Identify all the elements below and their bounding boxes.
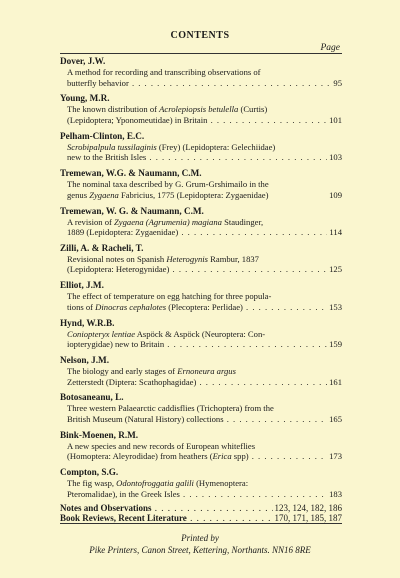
contents-entry xyxy=(60,467,342,499)
entry-author: Zilli, A. & Racheli, T. xyxy=(60,242,144,253)
entry-title-line xyxy=(60,115,342,126)
printed-by-label: Printed by xyxy=(181,533,219,543)
entry-title-line xyxy=(60,291,342,302)
bottom-rule xyxy=(60,523,342,524)
entry-page-number: 153 xyxy=(329,301,342,312)
entry-page-number: 173 xyxy=(329,451,342,462)
contents-list xyxy=(60,56,342,524)
entry-title-line xyxy=(60,142,342,153)
entry-title-text: Zetterstedt (Diptera: Scathophagidae) . . . xyxy=(67,377,342,387)
entry-author: Tremewan, W. G. & Naumann, C.M. xyxy=(60,205,204,216)
entry-author: Botosaneanu, L. xyxy=(60,392,124,403)
entry-title-line xyxy=(60,67,342,78)
contents-entry xyxy=(60,355,342,387)
contents-entry xyxy=(60,93,342,125)
page-title: CONTENTS xyxy=(170,30,230,41)
entry-title-line xyxy=(60,339,342,350)
entry-author: Young, M.R. xyxy=(60,93,110,104)
misc-sections xyxy=(60,503,342,525)
misc-section-label: Book Reviews, Recent Literature . . . xyxy=(60,513,342,523)
entry-title-text: Three western Palaearctic caddisflies (Trichoptera) from the xyxy=(67,403,274,414)
entry-title-line xyxy=(60,451,342,462)
contents-entry xyxy=(60,56,342,88)
entry-page-number: 95 xyxy=(333,77,342,88)
page-column-heading: Page xyxy=(320,43,340,53)
entry-title-line xyxy=(60,152,342,163)
contents-entry xyxy=(60,168,342,200)
contents-entry xyxy=(60,243,342,275)
entry-title-line xyxy=(60,366,342,377)
entry-title-line xyxy=(60,104,342,115)
entry-author: Hynd, W.R.B. xyxy=(60,317,115,328)
entry-title-text: A method for recording and transcribing observations of xyxy=(67,67,261,77)
printer-address: Pike Printers, Canon Street, Kettering, Northants. NN16 8RE xyxy=(89,545,311,555)
top-rule xyxy=(60,53,342,54)
entry-page-number: 161 xyxy=(329,376,342,387)
misc-section-row xyxy=(60,503,342,514)
entry-author: Dover, J.W. xyxy=(60,56,106,66)
entry-title-text: A new species and new records of European whiteflies xyxy=(67,440,256,451)
entry-title-text: Coniopteryx lentiae Aspöck & Aspöck (Neuroptera: Con- xyxy=(67,328,266,339)
entry-title-line xyxy=(60,179,342,190)
entry-title-text: Revisional notes on Spanish Heterogynis Rambur, 1837 xyxy=(67,253,259,264)
entry-title-text: new to the British Isles . . . xyxy=(67,152,342,162)
printer-credit xyxy=(0,532,400,556)
entry-title-text: 1889 (Lepidoptera: Zygaenidae) . . . xyxy=(67,227,342,237)
entry-author: Bink-Moenen, R.M. xyxy=(60,429,139,440)
entry-title-line xyxy=(60,377,342,388)
contents-entry xyxy=(60,318,342,350)
entry-page-number: 114 xyxy=(329,227,342,238)
entry-page-number: 183 xyxy=(329,488,342,499)
entry-title-text: The nominal taxa described by G. Grum-Grshimailo in the xyxy=(67,179,269,190)
entry-title-line xyxy=(60,302,342,313)
entry-page-number: 125 xyxy=(329,264,342,275)
entry-title-text: British Museum (Natural History) collections . . . xyxy=(67,414,342,424)
entry-title-text: Scrobipalpula tussilaginis (Frey) (Lepidoptera: Gelechiidae) xyxy=(67,141,276,152)
entry-title-line xyxy=(60,478,342,489)
entry-title-line xyxy=(60,489,342,500)
entry-title-text: The known distribution of Acrolepiopsis betulella (Curtis) xyxy=(67,104,268,115)
entry-title-text: tions of Dinocras cephalotes (Plecoptera: Perlidae) . . . xyxy=(67,302,342,312)
entry-title-text: genus Zygaena Fabricius, 1775 (Lepidoptera: Zygaenidae) xyxy=(67,189,269,200)
entry-title-text: iopterygidae) new to Britain . . . xyxy=(67,339,342,349)
entry-title-text: (Homoptera: Aleyrodidae) from heathers (Erica spp) . . . xyxy=(67,451,342,461)
entry-title-line xyxy=(60,329,342,340)
entry-title-line xyxy=(60,190,342,201)
entry-title-line xyxy=(60,264,342,275)
entry-title-text: (Lepidoptera: Heterogynidae) . . . xyxy=(67,264,342,274)
entry-author: Tremewan, W.G. & Naumann, C.M. xyxy=(60,168,202,179)
entry-title-line xyxy=(60,414,342,425)
entry-author: Nelson, J.M. xyxy=(60,355,109,365)
entry-title-text: butterfly behavior . . . xyxy=(67,78,342,88)
entry-title-line xyxy=(60,254,342,265)
contents-entry xyxy=(60,392,342,424)
misc-section-label: Notes and Observations . . . xyxy=(60,503,342,513)
entry-page-number: 165 xyxy=(329,413,342,424)
entry-title-line xyxy=(60,227,342,238)
entry-title-line xyxy=(60,403,342,414)
entry-title-text: The biology and early stages of Ernoneura argus xyxy=(67,366,236,376)
entry-page-number: 159 xyxy=(329,339,342,350)
misc-section-pages: 123, 124, 182, 186 xyxy=(274,502,342,513)
entry-page-number: 109 xyxy=(329,189,342,200)
contents-entry xyxy=(60,280,342,312)
contents-entry xyxy=(60,131,342,163)
entry-title-text: (Lepidoptera; Yponomeutidae) in Britain . . . xyxy=(67,115,342,125)
entry-title-text: The effect of temperature on egg hatching for three popula- xyxy=(67,291,272,302)
contents-entry xyxy=(60,430,342,462)
entry-author: Compton, S.G. xyxy=(60,467,119,478)
entry-title-text: A revision of Zygaena (Agrumenia) magiana Staudinger, xyxy=(67,216,264,227)
entry-title-text: Pteromalidae), in the Greek Isles . . . xyxy=(67,489,342,499)
entry-title-line xyxy=(60,217,342,228)
entry-page-number: 103 xyxy=(329,152,342,163)
entry-title-line xyxy=(60,78,342,89)
misc-section-pages: 170, 171, 185, 187 xyxy=(274,513,342,524)
contents-entry xyxy=(60,206,342,238)
entry-title-text: The fig wasp, Odontofroggatia galili (Hymenoptera: xyxy=(67,478,249,489)
entry-title-line xyxy=(60,441,342,452)
entry-author: Elliot, J.M. xyxy=(60,280,104,291)
entry-page-number: 101 xyxy=(329,114,342,125)
entry-author: Pelham-Clinton, E.C. xyxy=(60,130,145,141)
